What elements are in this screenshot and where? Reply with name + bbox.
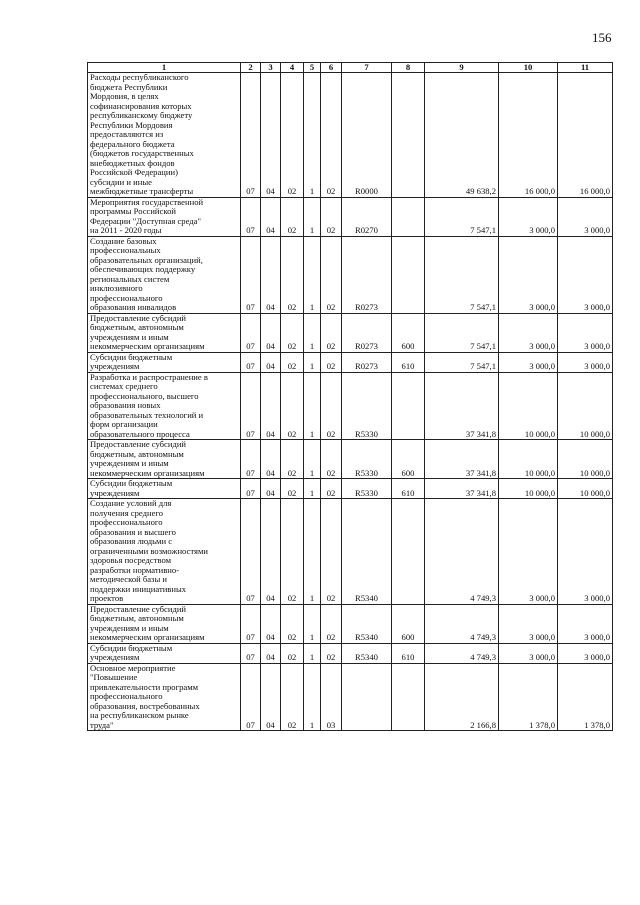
expense-type-code: 610 [392,643,425,663]
amount-year-1: 7 547,1 [425,352,499,372]
column-header: 3 [261,63,281,73]
description-line: форм организации [90,419,158,429]
program-code: 02 [281,499,304,605]
description-line: Федерации "Доступная среда" [90,215,201,226]
target-article-code: R0270 [342,197,392,236]
amount-year-1: 4 749,3 [425,499,499,605]
target-article-code [342,663,392,731]
row-description [88,352,241,372]
section-code: 07 [241,499,261,605]
program-code: 02 [281,197,304,236]
subsection-code: 04 [261,479,281,499]
event-code: 02 [321,313,342,352]
table-row [88,352,613,372]
description-line: Субсидии бюджетным [90,352,173,362]
description-line: Республики Мордовия [90,119,173,130]
subsection-code: 04 [261,499,281,605]
description-line: поддержки инициативных [90,583,187,594]
row-description [88,499,241,605]
description-line: республиканскому бюджету [90,110,193,120]
subsection-code: 04 [261,604,281,643]
section-code: 07 [241,643,261,663]
amount-year-2: 3 000,0 [499,236,558,313]
expense-type-code: 600 [392,440,425,479]
event-code: 02 [321,479,342,499]
description-line: некоммерческим организациям [90,467,205,478]
event-code: 02 [321,643,342,663]
description-line: Предоставление субсидий [90,313,187,323]
amount-year-2: 3 000,0 [499,313,558,352]
subprogram-code: 1 [304,73,321,198]
amount-year-1: 7 547,1 [425,313,499,352]
description-line: Мордовия, в целях [90,91,159,101]
row-description [88,313,241,352]
subsection-code: 04 [261,372,281,440]
target-article-code: R0273 [342,236,392,313]
description-line: Субсидии бюджетным [90,478,173,488]
subsection-code: 04 [261,663,281,731]
row-description [88,440,241,479]
event-code: 02 [321,604,342,643]
column-header: 11 [558,63,613,73]
amount-year-3: 3 000,0 [558,499,613,605]
column-header: 6 [321,63,342,73]
subprogram-code: 1 [304,604,321,643]
table-header-row [88,63,613,73]
expense-type-code [392,73,425,198]
description-line: внебюджетных фондов [90,157,175,168]
subsection-code: 04 [261,313,281,352]
subsection-code: 04 [261,73,281,198]
description-line: межбюджетные трансферты [90,186,194,196]
subsection-code: 04 [261,236,281,313]
target-article-code: R5330 [342,479,392,499]
amount-year-3: 3 000,0 [558,313,613,352]
description-line: разработки нормативно- [90,564,180,575]
table-row [88,643,613,663]
table-row [88,604,613,643]
program-code: 02 [281,479,304,499]
amount-year-3: 3 000,0 [558,643,613,663]
section-code: 07 [241,479,261,499]
description-line: бюджетным, автономным [90,448,184,459]
subsection-code: 04 [261,352,281,372]
amount-year-2: 3 000,0 [499,604,558,643]
amount-year-3: 10 000,0 [558,440,613,479]
amount-year-3: 10 000,0 [558,372,613,440]
amount-year-3: 16 000,0 [558,73,613,198]
column-header: 10 [499,63,558,73]
description-line: бюджетным, автономным [90,322,184,332]
table-row [88,197,613,236]
description-line: на 2011 - 2020 годы [90,225,162,235]
description-line: обеспечивающих поддержку [90,264,196,274]
table-row [88,499,613,605]
program-code: 02 [281,663,304,731]
amount-year-2: 10 000,0 [499,440,558,479]
program-code: 02 [281,352,304,372]
amount-year-2: 1 378,0 [499,663,558,731]
amount-year-1: 37 341,8 [425,372,499,440]
row-description [88,604,241,643]
description-line: профессионального [90,517,163,527]
program-code: 02 [281,604,304,643]
description-line: Предоставление субсидий [90,439,187,449]
description-line: софинансирования которых [90,100,192,111]
event-code: 02 [321,372,342,440]
column-header: 7 [342,63,392,73]
description-line: системах среднего [90,381,158,391]
amount-year-2: 3 000,0 [499,499,558,605]
description-line: образования и высшего [90,526,176,537]
amount-year-3: 1 378,0 [558,663,613,731]
table-body [88,73,613,731]
event-code: 02 [321,352,342,372]
event-code: 02 [321,499,342,605]
subsection-code: 04 [261,440,281,479]
description-line: образовательного процесса [90,428,190,439]
table-row [88,440,613,479]
expense-type-code: 610 [392,479,425,499]
description-line: профессиональных [90,245,161,255]
description-line: Мероприятия государственной [90,197,204,207]
description-line: программы Российской [90,206,176,216]
subprogram-code: 1 [304,643,321,663]
column-header: 5 [304,63,321,73]
amount-year-2: 3 000,0 [499,197,558,236]
event-code: 03 [321,663,342,731]
description-line: методической базы и [90,574,167,584]
description-line: ограниченными возможностями [90,545,209,556]
amount-year-1: 2 166,8 [425,663,499,731]
description-line: образования инвалидов [90,302,177,312]
row-description [88,643,241,663]
budget-table [87,62,613,731]
target-article-code: R5340 [342,643,392,663]
description-line: Предоставление субсидий [90,604,187,614]
column-header: 8 [392,63,425,73]
description-line: учреждениям и иным [90,458,169,468]
amount-year-1: 4 749,3 [425,643,499,663]
amount-year-2: 16 000,0 [499,73,558,198]
table-row [88,313,613,352]
description-line: труда" [90,719,114,730]
description-line: профессионального [90,691,163,701]
description-line: учреждениям и иным [90,331,169,342]
description-line: профессионального, высшего [90,390,199,401]
subprogram-code: 1 [304,499,321,605]
subprogram-code: 1 [304,352,321,372]
description-line: Разработка и распространение в [90,372,208,382]
description-line: образования новых [90,400,161,410]
target-article-code: R5340 [342,604,392,643]
row-description [88,663,241,731]
description-line: учреждениям [90,652,140,662]
program-code: 02 [281,440,304,479]
description-line: некоммерческим организациям [90,341,205,351]
amount-year-1: 37 341,8 [425,440,499,479]
description-line: некоммерческим организациям [90,632,205,642]
amount-year-3: 3 000,0 [558,197,613,236]
table-row [88,663,613,731]
section-code: 07 [241,604,261,643]
description-line: проектов [90,593,124,603]
amount-year-1: 4 749,3 [425,604,499,643]
amount-year-1: 7 547,1 [425,236,499,313]
program-code: 02 [281,372,304,440]
description-line: Расходы республиканского [90,72,189,82]
column-header: 9 [425,63,499,73]
amount-year-2: 10 000,0 [499,372,558,440]
description-line: Субсидии бюджетным [90,643,173,653]
subprogram-code: 1 [304,663,321,731]
subsection-code: 04 [261,197,281,236]
description-line: образования, востребованных [90,700,200,711]
description-line: образовательных технологий и [90,409,204,420]
amount-year-2: 10 000,0 [499,479,558,499]
subprogram-code: 1 [304,313,321,352]
target-article-code: R0273 [342,352,392,372]
program-code: 02 [281,313,304,352]
description-line: бюджетным, автономным [90,613,184,623]
table-row [88,479,613,499]
subprogram-code: 1 [304,372,321,440]
amount-year-3: 10 000,0 [558,479,613,499]
amount-year-2: 3 000,0 [499,352,558,372]
amount-year-3: 3 000,0 [558,352,613,372]
row-description [88,73,241,198]
amount-year-2: 3 000,0 [499,643,558,663]
row-description [88,236,241,313]
expense-type-code [392,372,425,440]
table-row [88,372,613,440]
description-line: привлекательности программ [90,681,199,692]
description-line: учреждениям [90,361,140,371]
target-article-code: R5330 [342,440,392,479]
description-line: получения среднего [90,507,164,518]
column-header: 4 [281,63,304,73]
section-code: 07 [241,197,261,236]
amount-year-1: 37 341,8 [425,479,499,499]
description-line: бюджета Республики [90,81,168,92]
description-line: учреждениям и иным [90,622,169,633]
amount-year-3: 3 000,0 [558,604,613,643]
subprogram-code: 1 [304,236,321,313]
target-article-code: R5340 [342,499,392,605]
row-description [88,197,241,236]
event-code: 02 [321,197,342,236]
section-code: 07 [241,372,261,440]
event-code: 02 [321,440,342,479]
description-line: Создание базовых [90,236,157,246]
program-code: 02 [281,73,304,198]
section-code: 07 [241,663,261,731]
description-line: инклюзивного [90,283,143,293]
description-line: Российской Федерации) [90,167,178,177]
description-line: федерального бюджета [90,138,175,149]
expense-type-code [392,663,425,731]
target-article-code: R0273 [342,313,392,352]
description-line: здоровья посредством [90,555,172,565]
program-code: 02 [281,236,304,313]
description-line: учреждениям [90,487,140,498]
event-code: 02 [321,236,342,313]
description-line: Создание условий для [90,498,172,508]
subsection-code: 04 [261,643,281,663]
description-line: региональных систем [90,273,170,284]
description-line: предоставляются из [90,129,164,139]
amount-year-1: 7 547,1 [425,197,499,236]
section-code: 07 [241,313,261,352]
expense-type-code: 610 [392,352,425,372]
description-line: (бюджетов государственных [90,148,194,158]
expense-type-code: 600 [392,604,425,643]
description-line: профессионального [90,292,163,303]
table-row [88,73,613,198]
row-description [88,372,241,440]
column-header: 2 [241,63,261,73]
amount-year-3: 3 000,0 [558,236,613,313]
expense-type-code [392,236,425,313]
target-article-code: R5330 [342,372,392,440]
subprogram-code: 1 [304,479,321,499]
section-code: 07 [241,73,261,198]
row-description [88,479,241,499]
event-code: 02 [321,73,342,198]
description-line: "Повышение [90,672,138,682]
target-article-code: R0000 [342,73,392,198]
expense-type-code [392,197,425,236]
section-code: 07 [241,440,261,479]
section-code: 07 [241,352,261,372]
subprogram-code: 1 [304,440,321,479]
description-line: Основное мероприятие [90,663,176,673]
description-line: на республиканском рынке [90,710,189,720]
expense-type-code: 600 [392,313,425,352]
column-header: 1 [88,63,241,73]
amount-year-1: 49 638,2 [425,73,499,198]
table-row [88,236,613,313]
description-line: образовательных организаций, [90,254,203,265]
description-line: образования людьми с [90,536,173,546]
description-line: субсидии и иные [90,176,152,187]
program-code: 02 [281,643,304,663]
subprogram-code: 1 [304,197,321,236]
section-code: 07 [241,236,261,313]
page-number: 156 [592,30,612,45]
expense-type-code [392,499,425,605]
